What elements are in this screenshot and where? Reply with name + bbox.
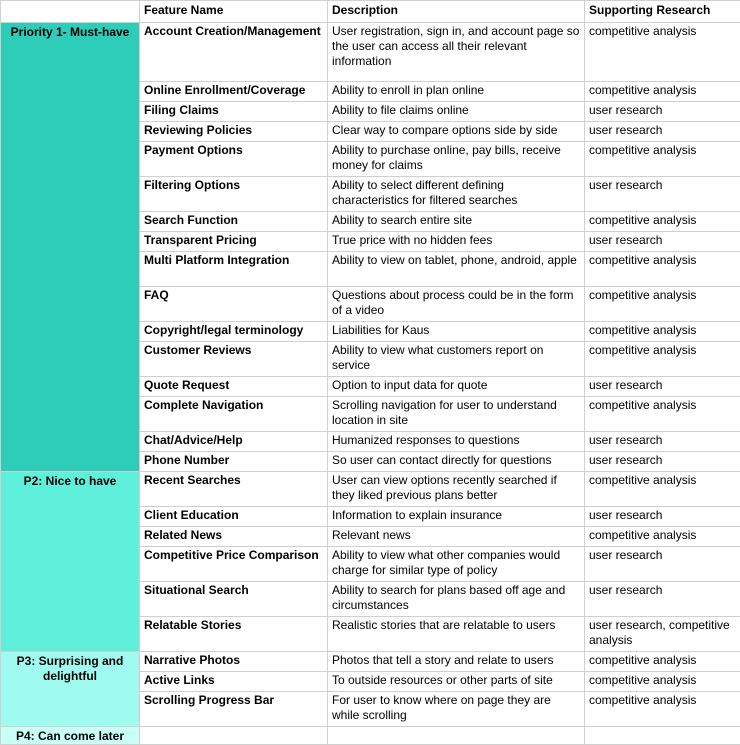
- description-cell: Ability to select different defining characteristics for filtered searches: [328, 177, 585, 212]
- supporting-research-cell: user research, competitive analysis: [585, 617, 740, 652]
- feature-name-cell: Scrolling Progress Bar: [140, 692, 328, 727]
- feature-name-cell: Relatable Stories: [140, 617, 328, 652]
- feature-name-cell: Multi Platform Integration: [140, 252, 328, 287]
- header-supporting-research: Supporting Research: [585, 1, 740, 23]
- description-cell: True price with no hidden fees: [328, 232, 585, 252]
- supporting-research-cell: competitive analysis: [585, 252, 740, 287]
- supporting-research-cell: competitive analysis: [585, 692, 740, 727]
- supporting-research-cell: competitive analysis: [585, 472, 740, 507]
- feature-name-cell: Transparent Pricing: [140, 232, 328, 252]
- table-body: [1, 23, 740, 745]
- description-cell: Ability to view what other companies would charge for similar type of policy: [328, 547, 585, 582]
- description-cell: User registration, sign in, and account page so the user can access all their relevant information: [328, 23, 585, 82]
- description-cell: Option to input data for quote: [328, 377, 585, 397]
- priority-group-label: P2: Nice to have: [1, 472, 140, 652]
- description-cell: Realistic stories that are relatable to users: [328, 617, 585, 652]
- description-cell: User can view options recently searched if they liked previous plans better: [328, 472, 585, 507]
- supporting-research-cell: competitive analysis: [585, 342, 740, 377]
- header-feature-name: Feature Name: [140, 1, 328, 23]
- description-cell: Ability to file claims online: [328, 102, 585, 122]
- supporting-research-cell: user research: [585, 547, 740, 582]
- supporting-research-cell: competitive analysis: [585, 287, 740, 322]
- feature-name-cell: FAQ: [140, 287, 328, 322]
- table-row: [1, 23, 740, 82]
- supporting-research-cell: competitive analysis: [585, 397, 740, 432]
- header-priority: [1, 1, 140, 23]
- supporting-research-cell: user research: [585, 177, 740, 212]
- description-cell: Ability to purchase online, pay bills, receive money for claims: [328, 142, 585, 177]
- supporting-research-cell: user research: [585, 102, 740, 122]
- description-cell: Ability to search entire site: [328, 212, 585, 232]
- feature-name-cell: Account Creation/Management: [140, 23, 328, 82]
- table-row: [1, 472, 740, 507]
- supporting-research-cell: competitive analysis: [585, 652, 740, 672]
- feature-name-cell: Active Links: [140, 672, 328, 692]
- header-description: Description: [328, 1, 585, 23]
- priority-group-label: P4: Can come later: [1, 727, 140, 745]
- priority-group-label: Priority 1- Must-have: [1, 23, 140, 472]
- description-cell: Liabilities for Kaus: [328, 322, 585, 342]
- feature-name-cell: Recent Searches: [140, 472, 328, 507]
- supporting-research-cell: competitive analysis: [585, 212, 740, 232]
- supporting-research-cell: user research: [585, 452, 740, 472]
- supporting-research-cell: [585, 727, 740, 745]
- feature-name-cell: Search Function: [140, 212, 328, 232]
- supporting-research-cell: user research: [585, 582, 740, 617]
- supporting-research-cell: user research: [585, 377, 740, 397]
- supporting-research-cell: user research: [585, 432, 740, 452]
- supporting-research-cell: user research: [585, 507, 740, 527]
- supporting-research-cell: competitive analysis: [585, 322, 740, 342]
- description-cell: Ability to view what customers report on service: [328, 342, 585, 377]
- description-cell: So user can contact directly for questions: [328, 452, 585, 472]
- description-cell: Information to explain insurance: [328, 507, 585, 527]
- supporting-research-cell: competitive analysis: [585, 142, 740, 177]
- description-cell: Relevant news: [328, 527, 585, 547]
- feature-name-cell: Competitive Price Comparison: [140, 547, 328, 582]
- feature-name-cell: Phone Number: [140, 452, 328, 472]
- supporting-research-cell: user research: [585, 122, 740, 142]
- description-cell: Ability to enroll in plan online: [328, 82, 585, 102]
- table-row: [1, 652, 740, 672]
- feature-name-cell: Payment Options: [140, 142, 328, 177]
- description-cell: Scrolling navigation for user to understand location in site: [328, 397, 585, 432]
- header-row: [1, 1, 740, 23]
- table-row: [1, 727, 740, 745]
- supporting-research-cell: competitive analysis: [585, 23, 740, 82]
- feature-name-cell: Related News: [140, 527, 328, 547]
- description-cell: Photos that tell a story and relate to users: [328, 652, 585, 672]
- feature-name-cell: Client Education: [140, 507, 328, 527]
- feature-name-cell: Chat/Advice/Help: [140, 432, 328, 452]
- feature-name-cell: Situational Search: [140, 582, 328, 617]
- feature-name-cell: [140, 727, 328, 745]
- feature-name-cell: Complete Navigation: [140, 397, 328, 432]
- priority-group-label: P3: Surprising and delightful: [1, 652, 140, 727]
- feature-name-cell: Filtering Options: [140, 177, 328, 212]
- supporting-research-cell: competitive analysis: [585, 672, 740, 692]
- description-cell: Ability to search for plans based off age and circumstances: [328, 582, 585, 617]
- supporting-research-cell: competitive analysis: [585, 527, 740, 547]
- description-cell: Humanized responses to questions: [328, 432, 585, 452]
- description-cell: For user to know where on page they are while scrolling: [328, 692, 585, 727]
- feature-name-cell: Filing Claims: [140, 102, 328, 122]
- supporting-research-cell: competitive analysis: [585, 82, 740, 102]
- description-cell: Clear way to compare options side by side: [328, 122, 585, 142]
- feature-name-cell: Online Enrollment/Coverage: [140, 82, 328, 102]
- feature-name-cell: Reviewing Policies: [140, 122, 328, 142]
- feature-name-cell: Copyright/legal terminology: [140, 322, 328, 342]
- feature-name-cell: Narrative Photos: [140, 652, 328, 672]
- description-cell: [328, 727, 585, 745]
- feature-name-cell: Quote Request: [140, 377, 328, 397]
- supporting-research-cell: user research: [585, 232, 740, 252]
- description-cell: To outside resources or other parts of site: [328, 672, 585, 692]
- description-cell: Ability to view on tablet, phone, android, apple: [328, 252, 585, 287]
- feature-name-cell: Customer Reviews: [140, 342, 328, 377]
- description-cell: Questions about process could be in the form of a video: [328, 287, 585, 322]
